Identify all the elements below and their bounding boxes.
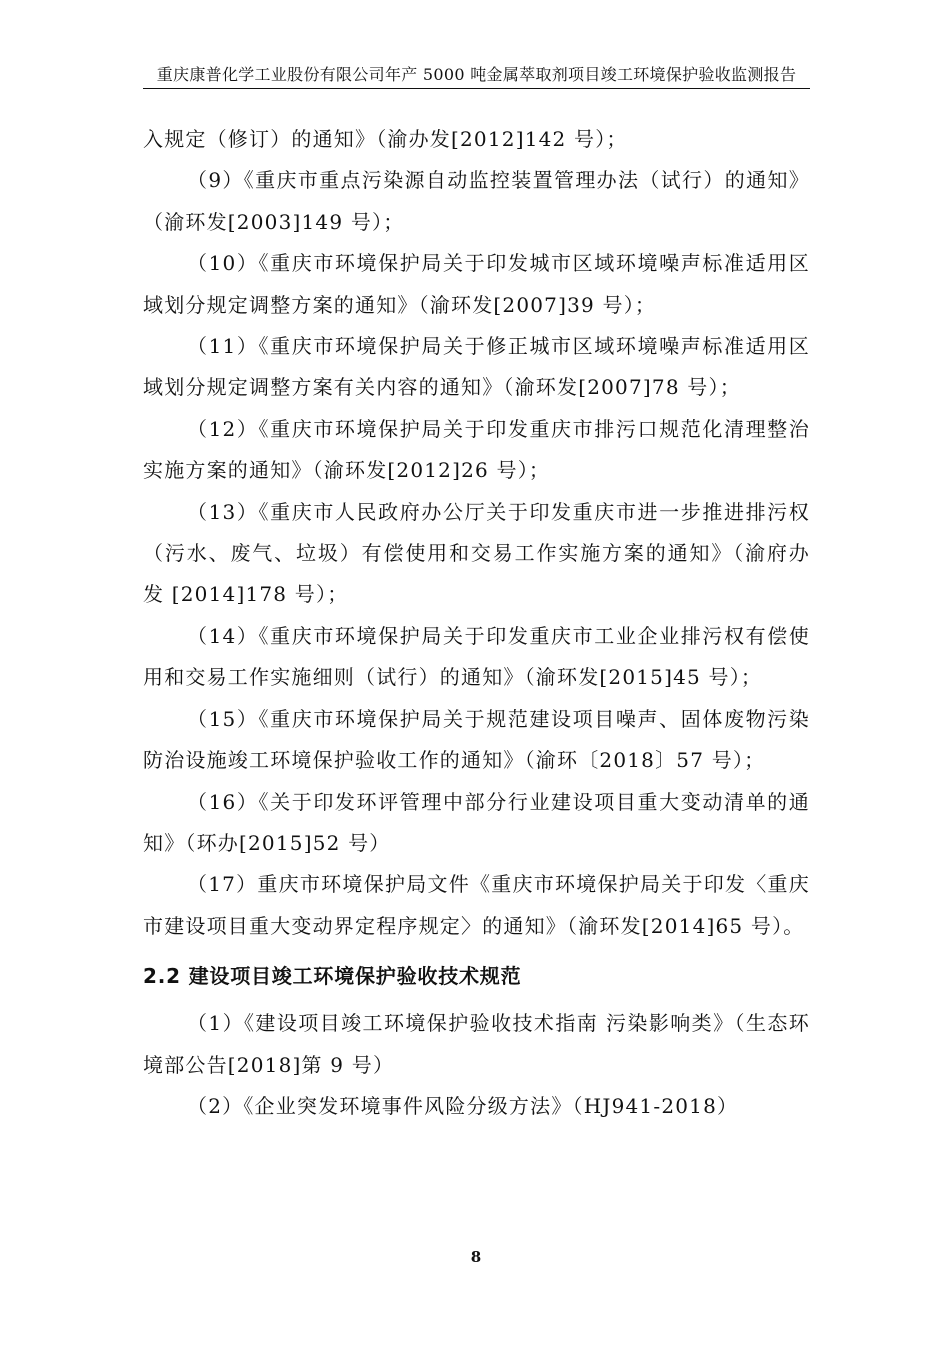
specification-item-2: （2）《企业突发环境事件风险分级方法》（HJ941-2018） — [187, 1093, 739, 1118]
regulation-item-9: （9）《重庆市重点污染源自动监控装置管理办法（试行）的通知》（渝环发[2003]149 号）； — [143, 168, 810, 234]
document-body — [143, 119, 810, 1127]
header-rule — [143, 88, 810, 89]
regulation-item-12: （12）《重庆市环境保护局关于印发重庆市排污口规范化清理整治实施方案的通知》（渝环发[2012]26 号）； — [143, 416, 810, 483]
regulation-item-8-continued: 入规定（修订）的通知》（渝办发[2012]142 号）； — [143, 127, 628, 151]
regulation-item-11: （11）《重庆市环境保护局关于修正城市区域环境噪声标准适用区域划分规定调整方案有关内容的通知》（渝环发[2007]78 号）； — [143, 334, 810, 400]
regulation-item-13: （13）《重庆市人民政府办公厅关于印发重庆市进一步推进排污权（污水、废气、垃圾）有偿使用和交易工作实施方案的通知》（渝府办发 [2014]178 号）； — [143, 499, 810, 607]
regulation-item-14: （14）《重庆市环境保护局关于印发重庆市工业企业排污权有偿使用和交易工作实施细则（试行）的通知》（渝环发[2015]45 号）； — [143, 623, 810, 690]
running-header: 重庆康普化学工业股份有限公司年产 5000 吨金属萃取剂项目竣工环境保护验收监测报告 — [156, 65, 797, 84]
regulation-item-15: （15）《重庆市环境保护局关于规范建设项目噪声、固体废物污染防治设施竣工环境保护验收工作的通知》（渝环〔2018〕57 号）； — [143, 706, 810, 773]
regulation-item-16: （16）《关于印发环评管理中部分行业建设项目重大变动清单的通知》（环办[2015]52 号） — [143, 789, 810, 855]
regulation-item-10: （10）《重庆市环境保护局关于印发城市区域环境噪声标准适用区域划分规定调整方案的通知》（渝环发[2007]39 号）； — [143, 251, 810, 317]
section-heading: 2.2 建设项目竣工环境保护验收技术规范 — [143, 964, 522, 989]
specification-item-1: （1）《建设项目竣工环境保护验收技术指南 污染影响类》（生态环境部公告[2018]第 9 号） — [143, 1011, 810, 1077]
page-number: 8 — [470, 1248, 482, 1266]
regulation-item-17: （17）重庆市环境保护局文件《重庆市环境保护局关于印发〈重庆市建设项目重大变动界定程序规定〉的通知》（渝环发[2014]65 号）。 — [143, 872, 810, 938]
